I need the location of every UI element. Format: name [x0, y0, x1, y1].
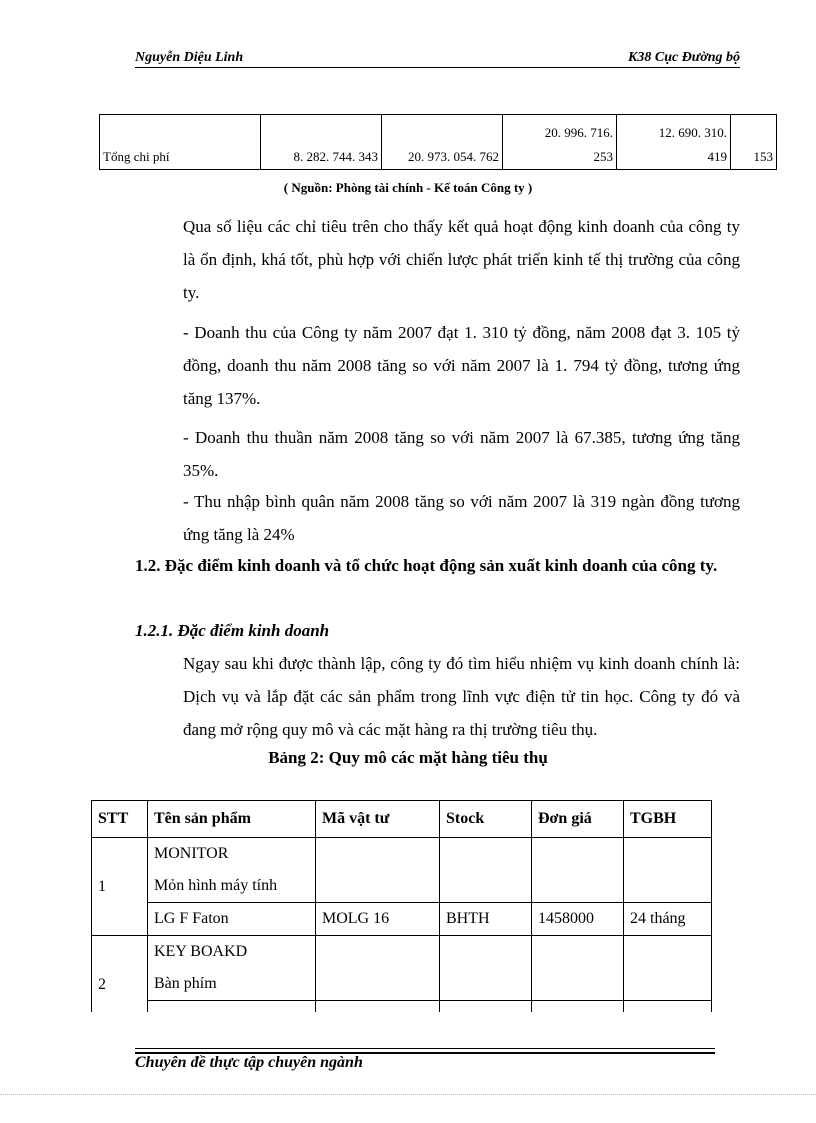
empty-cell: [316, 936, 440, 1001]
section-heading: 1.2. Đặc điểm kinh doanh và tổ chức hoạt động sản xuất kinh doanh của công ty.: [135, 556, 718, 575]
empty-cell: [624, 1001, 712, 1013]
summary-cell-top: 12. 690. 310.: [658, 125, 727, 140]
warranty-cell: 24 tháng: [624, 903, 712, 936]
column-header: TGBH: [624, 801, 712, 838]
header-class: K38 Cục Đường bộ: [628, 50, 740, 65]
page-footer: Chuyên đề thực tập chuyên ngành: [135, 1054, 363, 1071]
paragraph-text: - Thu nhập bình quân năm 2008 tăng so với năm 2007 là 319 ngàn đồng tương ứng tăng là 24%: [183, 492, 740, 544]
paragraph-text: - Doanh thu của Công ty năm 2007 đạt 1. 310 tỷ đồng, năm 2008 đạt 3. 105 tỷ đồng, doanh thu năm 2008 tăng so với năm 2007 là 1. 794 tỷ đồng, tương ứng tăng 137%.: [183, 323, 740, 408]
category-name-vi: Bàn phím: [154, 975, 217, 992]
summary-cell-top: 20. 996. 716.: [544, 125, 613, 140]
footer-rule: [135, 1048, 715, 1049]
subsection-heading: 1.2.1. Đặc điểm kinh doanh: [135, 621, 330, 640]
paragraph-text: - Doanh thu thuần năm 2008 tăng so với năm 2007 là 67.385, tương ứng tăng 35%.: [183, 428, 740, 480]
table-row: [92, 903, 712, 936]
product-name-cell: LG F Faton: [148, 903, 316, 936]
summary-cell: [503, 115, 617, 170]
empty-cell: [532, 838, 624, 903]
products-table: [91, 800, 712, 1012]
column-header: Tên sản phẩm: [148, 801, 316, 838]
stock-cell: BHTH: [440, 903, 532, 936]
paragraph: [135, 485, 740, 551]
paragraph: [135, 647, 740, 746]
table-header-row: [92, 801, 712, 838]
summary-cell-bottom: 253: [593, 149, 613, 164]
empty-cell: [532, 936, 624, 1001]
header-rule: [135, 67, 740, 68]
category-name-vi: Mỏn hình máy tính: [154, 877, 278, 894]
summary-cell: 20. 973. 054. 762: [382, 115, 503, 170]
category-name: MONITOR: [154, 845, 229, 862]
products-table-viewport: [91, 800, 713, 1012]
header-author: Nguyễn Diệu Linh: [135, 50, 244, 65]
empty-cell: [440, 838, 532, 903]
column-header: Mã vật tư: [316, 801, 440, 838]
column-header: STT: [92, 801, 148, 838]
table-title: Bảng 2: Quy mô các mặt hàng tiêu thụ: [268, 748, 548, 767]
empty-cell: [316, 838, 440, 903]
column-header: Stock: [440, 801, 532, 838]
paragraph-text: Qua số liệu các chỉ tiêu trên cho thấy kết quả hoạt động kinh doanh của công ty là ổn định, khá tốt, phù hợp với chiến lược phát triển kinh tế thị trường của công ty.: [183, 217, 740, 302]
summary-cell-bottom: 419: [707, 149, 727, 164]
product-category-cell: [148, 936, 316, 1001]
summary-cell: 8. 282. 744. 343: [261, 115, 382, 170]
summary-label: Tổng chi phí: [100, 115, 261, 170]
paragraph: [135, 421, 740, 487]
page-edge: [0, 1094, 816, 1095]
empty-cell: [624, 838, 712, 903]
product-category-cell: [148, 838, 316, 903]
stt-cell: 2: [92, 936, 148, 1013]
paragraph: [135, 210, 740, 309]
empty-cell: [440, 936, 532, 1001]
column-header: Đơn giá: [532, 801, 624, 838]
summary-cell: [617, 115, 731, 170]
table-row: [92, 1001, 712, 1013]
empty-cell: [532, 1001, 624, 1013]
empty-cell: [316, 1001, 440, 1013]
stt-cell: 1: [92, 838, 148, 936]
summary-cell: 153: [731, 115, 777, 170]
table-row: [92, 936, 712, 1001]
product-code-cell: MOLG 16: [316, 903, 440, 936]
empty-cell: [624, 936, 712, 1001]
category-name: KEY BOAKD: [154, 943, 248, 960]
empty-cell: [440, 1001, 532, 1013]
empty-cell: [148, 1001, 316, 1013]
paragraph: [135, 316, 740, 415]
summary-table: [99, 114, 777, 170]
source-note: ( Nguồn: Phòng tài chính - Kế toán Công ty ): [283, 180, 533, 195]
table-row: [92, 838, 712, 903]
paragraph-text: Ngay sau khi được thành lập, công ty đó tìm hiểu nhiệm vụ kinh doanh chính là: Dịch vụ và lắp đặt các sản phẩm trong lĩnh vực điện tử tin học. Công ty đó và đang mở rộng quy mô và các mặt hàng ra thị trường tiêu thụ.: [183, 654, 740, 739]
price-cell: 1458000: [532, 903, 624, 936]
table-row: [100, 115, 777, 170]
